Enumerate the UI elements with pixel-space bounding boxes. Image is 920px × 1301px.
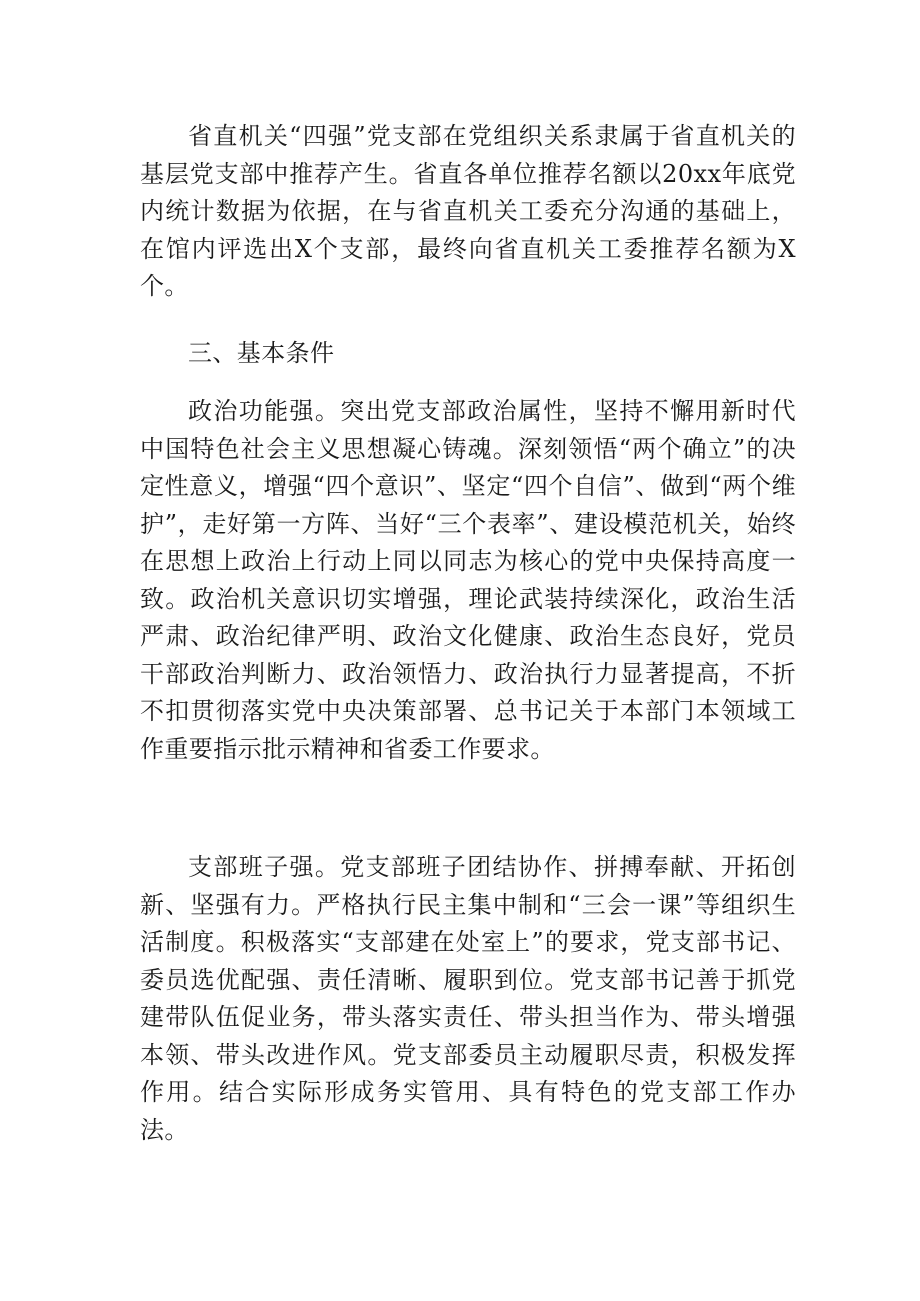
political-function-paragraph: 政治功能强。突出党支部政治属性，坚持不懈用新时代中国特色社会主义思想凝心铸魂。深刻领悟“两个确立”的决定性意义，增强“四个意识”、坚定“四个自信”、做到“两个维护”，走好第一方阵、当好“三个表率”、建设模范机关，始终在思想上政治上行动上同以同志为核心的党中央保持高度一致。政治机关意识切实增强，理论武装持续深化，政治生活严肃、政治纪律严明、政治文化健康、政治生态良好，党员干部政治判断力、政治领悟力、政治执行力显著提高，不折不扣贯彻落实党中央决策部署、总书记关于本部门本领域工作重要指示批示精神和省委工作要求。 (140, 397, 796, 763)
branch-team-paragraph: 支部班子强。党支部班子团结协作、拼搏奉献、开拓创新、坚强有力。严格执行民主集中制和“三会一课”等组织生活制度。积极落实“支部建在处室上”的要求，党支部书记、委员选优配强、责任清晰、履职到位。党支部书记善于抓党建带队伍促业务，带头落实责任、带头担当作为、带头增强本领、带头改进作风。党支部委员主动履职尽责，积极发挥作用。结合实际形成务实管用、具有特色的党支部工作办法。 (140, 853, 796, 1144)
section-heading-basic-conditions: 三、基本条件 (188, 339, 335, 367)
intro-paragraph: 省直机关“四强”党支部在党组织关系隶属于省直机关的基层党支部中推荐产生。省直各单位推荐名额以20xx年底党内统计数据为依据，在与省直机关工委充分沟通的基础上，在馆内评选出X个支部，最终向省直机关工委推荐名额为X个。 (140, 122, 796, 300)
